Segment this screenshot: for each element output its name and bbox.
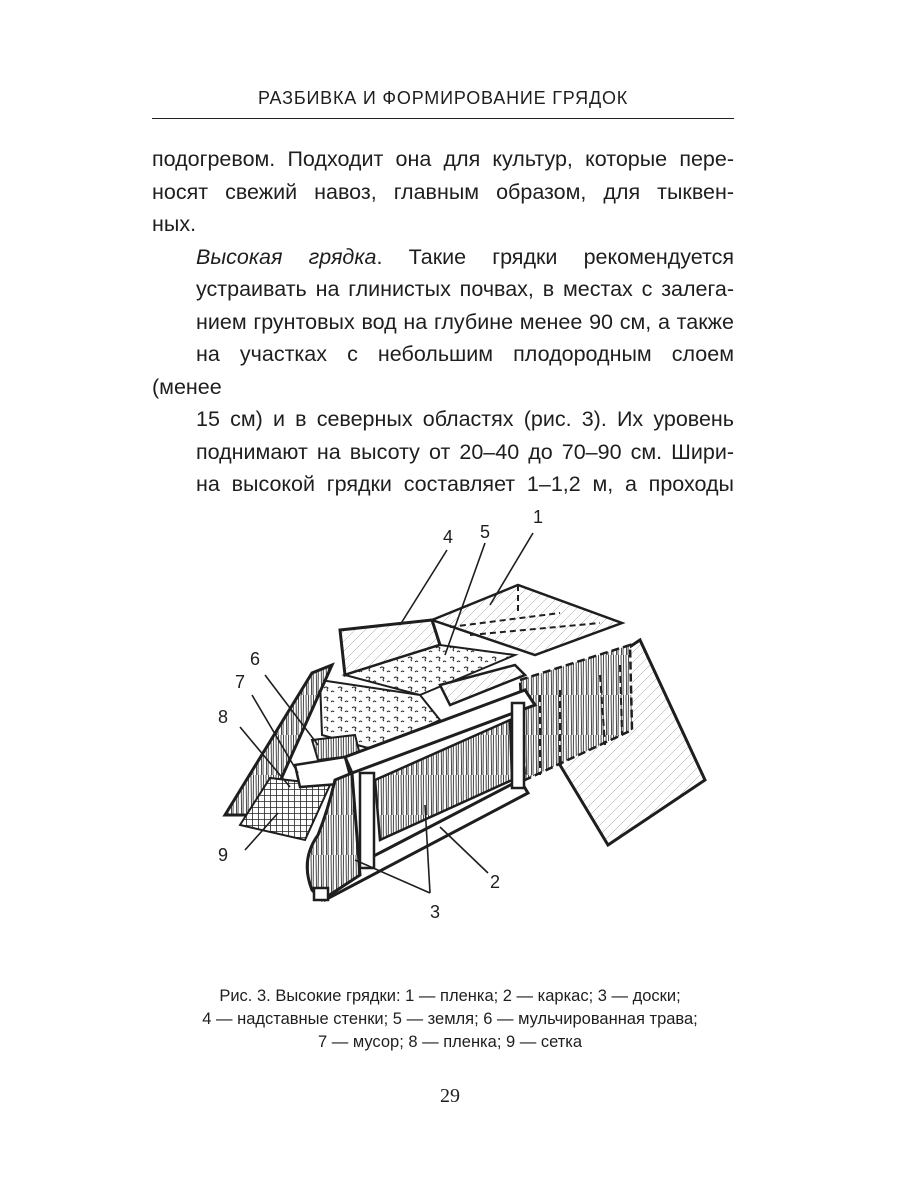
text-line: нием грунтовых вод на глубине менее 90 см, а также	[196, 309, 734, 334]
film-cover-top	[432, 585, 622, 655]
page-number: 29	[440, 1085, 460, 1107]
figure-label-1: 1	[533, 507, 544, 527]
body-text	[152, 143, 734, 501]
caption-line: 4 — надставные стенки; 5 — земля; 6 — мульчированная трава;	[202, 1010, 698, 1028]
figure-caption	[140, 985, 760, 1054]
figure-label-9: 9	[218, 845, 229, 865]
figure-label-7: 7	[235, 672, 246, 692]
frame-post	[512, 703, 524, 788]
header-rule	[152, 118, 734, 119]
paragraph-1	[152, 143, 734, 241]
figure-raised-bed	[0, 495, 900, 935]
text-line-rest: . Такие грядки рекомендуется	[376, 244, 735, 269]
text-line: подогревом. Подходит она для культур, которые пере-	[152, 147, 734, 171]
paragraph-2	[152, 241, 734, 501]
text-line: устраивать на глинистых почвах, в местах с залега-	[196, 277, 734, 301]
text-line: носят свежий навоз, главным образом, для тыквен-	[152, 179, 734, 204]
caption-line: 7 — мусор; 8 — пленка; 9 — сетка	[317, 1033, 583, 1051]
figure-label-8: 8	[218, 707, 229, 727]
figure-label-4: 4	[443, 527, 454, 547]
figure-label-6: 6	[250, 649, 261, 669]
caption-line: Рис. 3. Высокие грядки: 1 — пленка; 2 — каркас; 3 — доски;	[219, 987, 681, 1005]
text-line: на высокой грядки составляет 1–1,2 м, а проходы	[196, 472, 734, 496]
text-line: поднимают на высоту от 20–40 до 70–90 см. Шири-	[196, 439, 734, 464]
frame-post	[360, 773, 374, 868]
raised-bed-illustration	[0, 495, 900, 935]
term-italic: Высокая грядка	[196, 244, 377, 269]
text-line: 15 см) и в северных областях (рис. 3). Их уровень	[196, 407, 734, 431]
running-header: РАЗБИВКА И ФОРМИРОВАНИЕ ГРЯДОК	[257, 88, 629, 108]
text-line: на участках с небольшим плодородным слоем (менее	[152, 342, 734, 399]
figure-label-3: 3	[430, 902, 441, 922]
text-line	[152, 241, 734, 274]
figure-label-5: 5	[480, 522, 491, 542]
figure-label-2: 2	[490, 872, 501, 892]
text-line: ных.	[152, 212, 197, 236]
